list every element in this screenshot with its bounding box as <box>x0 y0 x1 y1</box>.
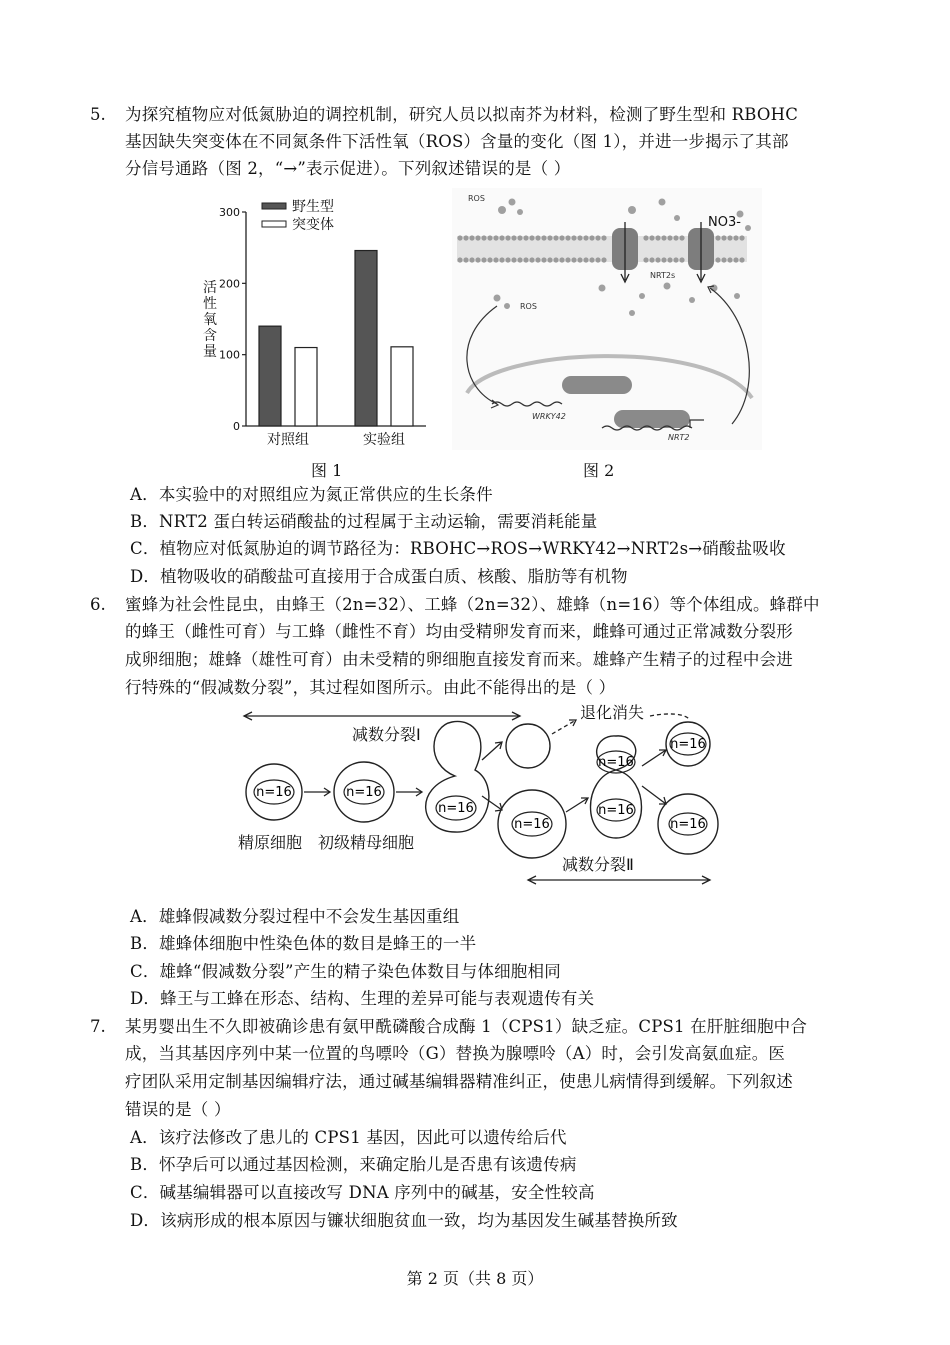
lipid-head <box>481 235 486 240</box>
lipid-head <box>715 257 720 262</box>
y-tick-label-100: 100 <box>219 348 240 362</box>
chart-y-ticks <box>219 206 246 433</box>
primary-spermatocyte-label: 初级精母细胞 <box>318 833 415 852</box>
degenerating-final-cell-label: n=16 <box>670 737 706 752</box>
question-5-option-d: D．植物吸收的硝酸盐可直接用于合成蛋白质、核酸、脂肪等有机物 <box>130 567 628 586</box>
lipid-head <box>739 235 744 240</box>
meiosis-1-label: 减数分裂Ⅰ <box>352 725 421 744</box>
lipid-head <box>649 235 654 240</box>
question-6-stem-line-2: 的蜂王（雌性可育）与工蜂（雌性不育）均由受精卵发育而来，雌蜂可通过正常减数分裂形 <box>125 622 793 641</box>
lipid-head <box>595 257 600 262</box>
y-label-char-1: 性 <box>203 296 217 312</box>
question-7-option-a: A．该疗法修改了患儿的 CPS1 基因，因此可以遗传给后代 <box>130 1128 567 1147</box>
lipid-head <box>529 257 534 262</box>
nrt2-gene-label: NRT2 <box>668 433 690 442</box>
lipid-head <box>517 235 522 240</box>
lipid-head <box>679 257 684 262</box>
ros-label-top: ROS <box>468 194 485 203</box>
x-tick-label-1: 实验组 <box>363 432 405 448</box>
lipid-head <box>553 235 558 240</box>
lipid-head <box>577 257 582 262</box>
figure-1-caption: 图 1 <box>311 461 343 480</box>
nrt2-protein <box>614 410 690 428</box>
lipid-head <box>535 235 540 240</box>
lipid-head <box>643 257 648 262</box>
lipid-head <box>553 257 558 262</box>
lipid-head <box>577 235 582 240</box>
y-label-char-0: 活 <box>203 280 217 296</box>
meiosis-2-label: 减数分裂Ⅱ <box>562 855 634 874</box>
lipid-head <box>733 235 738 240</box>
lipid-head <box>721 235 726 240</box>
y-label-char-3: 含 <box>203 328 217 344</box>
lipid-head <box>667 257 672 262</box>
bar-1-突变体 <box>391 347 413 426</box>
question-7-stem-line-2: 成，当其基因序列中某一位置的鸟嘌呤（G）替换为腺嘌呤（A）时，会引发高氨血症。医 <box>125 1044 786 1063</box>
lipid-head <box>457 235 462 240</box>
question-6-stem-line-4: 行特殊的“假减数分裂”，其过程如图所示。由此不能得出的是（ ） <box>125 678 616 697</box>
lipid-head <box>667 235 672 240</box>
sperm-cell-chromosome-label: n=16 <box>670 817 706 832</box>
lipid-head <box>487 257 492 262</box>
lipid-head <box>481 257 486 262</box>
legend-label-1: 突变体 <box>292 217 334 233</box>
wrky42-protein <box>562 376 632 394</box>
lipid-head <box>541 257 546 262</box>
lipid-head <box>565 235 570 240</box>
lipid-head <box>469 257 474 262</box>
chart-y-axis-label <box>203 280 217 360</box>
secondary-spermatocyte-chromosome-label: n=16 <box>514 817 550 832</box>
lipid-head <box>547 235 552 240</box>
chart-bars <box>259 251 413 426</box>
lipid-head <box>571 235 576 240</box>
lipid-head <box>673 235 678 240</box>
y-tick-label-300: 300 <box>219 206 240 219</box>
lipid-head <box>589 257 594 262</box>
lipid-head <box>583 257 588 262</box>
question-7-option-d: D．该病形成的根本原因与镰状细胞贫血一致，均为基因发生碱基替换所致 <box>130 1211 678 1230</box>
y-label-char-4: 量 <box>203 344 217 360</box>
lipid-head <box>715 235 720 240</box>
question-6-option-b: B．雄蜂体细胞中性染色体的数目是蜂王的一半 <box>130 934 477 953</box>
lipid-head <box>499 235 504 240</box>
lipid-head <box>565 257 570 262</box>
x-tick-label-0: 对照组 <box>267 432 309 448</box>
ros-label-middle: ROS <box>520 302 537 311</box>
page-footer: 第 2 页（共 8 页） <box>406 1269 544 1288</box>
lipid-head <box>733 257 738 262</box>
lipid-head <box>601 235 606 240</box>
dividing-secondary-lower-label: n=16 <box>598 803 634 818</box>
lipid-head <box>523 235 528 240</box>
lipid-head <box>727 235 732 240</box>
figure-2-caption: 图 2 <box>583 461 615 480</box>
lipid-head <box>571 257 576 262</box>
dividing-secondary-upper-label: n=16 <box>598 755 634 770</box>
lipid-head <box>547 257 552 262</box>
lipid-head <box>475 235 480 240</box>
legend-swatch-1 <box>262 221 286 227</box>
lipid-head <box>643 235 648 240</box>
question-7-number: 7. <box>90 1017 106 1036</box>
lipid-head <box>649 257 654 262</box>
question-5-option-c: C．植物应对低氮胁迫的调节路径为：RBOHC→ROS→WRKY42→NRT2s→硝酸盐吸收 <box>130 539 786 558</box>
question-6-option-a: A．雄蜂假减数分裂过程中不会发生基因重组 <box>130 907 460 926</box>
lipid-head <box>727 257 732 262</box>
question-5-stem-line-3: 分信号通路（图 2，“→”表示促进）。下列叙述错误的是（ ） <box>125 159 571 178</box>
y-tick-label-0: 0 <box>233 420 240 433</box>
dividing-spermatocyte-chromosome-label: n=16 <box>438 801 474 816</box>
y-label-char-2: 氧 <box>203 312 217 328</box>
lipid-head <box>517 257 522 262</box>
spermatogonium-chromosome-label: n=16 <box>256 785 292 800</box>
question-6-option-c: C．雄蜂“假减数分裂”产生的精子染色体数目与体细胞相同 <box>130 962 561 981</box>
legend-swatch-0 <box>262 203 286 209</box>
question-5-number: 5. <box>90 105 106 124</box>
question-6-stem-line-3: 成卵细胞；雄蜂（雄性可育）由未受精的卵细胞直接发育而来。雄蜂产生精子的过程中会进 <box>125 650 793 669</box>
primary-spermatocyte-chromosome-label: n=16 <box>346 785 382 800</box>
question-5-stem-line-1: 为探究植物应对低氮胁迫的调控机制，研究人员以拟南芥为材料，检测了野生型和 RBOHC <box>125 105 799 124</box>
lipid-head <box>655 235 660 240</box>
lipid-head <box>505 235 510 240</box>
lipid-head <box>655 257 660 262</box>
question-6-stem-line-1: 蜜蜂为社会性昆虫，由蜂王（2n=32）、工蜂（2n=32）、雄蜂（n=16）等个体组成。蜂群中 <box>125 595 820 614</box>
lipid-head <box>559 257 564 262</box>
lipid-head <box>739 257 744 262</box>
nrt2s-label: NRT2s <box>650 271 676 280</box>
lipid-head <box>463 235 468 240</box>
lipid-head <box>487 235 492 240</box>
lipid-head <box>511 235 516 240</box>
question-7-option-b: B．怀孕后可以通过基因检测，来确定胎儿是否患有该遗传病 <box>130 1155 577 1174</box>
lipid-head <box>673 257 678 262</box>
question-7-option-c: C．碱基编辑器可以直接改写 DNA 序列中的碱基，安全性较高 <box>130 1183 595 1202</box>
lipid-head <box>583 235 588 240</box>
lipid-head <box>463 257 468 262</box>
legend-label-0: 野生型 <box>292 199 334 215</box>
question-7-stem-line-3: 疗团队采用定制基因编辑疗法，通过碱基编辑器精准纠正，使患儿病情得到缓解。下列叙述 <box>125 1072 793 1091</box>
nitrate-label: NO3- <box>708 215 741 230</box>
lipid-head <box>475 257 480 262</box>
question-6-option-d: D．蜂王与工蜂在形态、结构、生理的差异可能与表观遗传有关 <box>130 989 595 1008</box>
lipid-head <box>679 235 684 240</box>
degenerating-small-cell <box>506 724 550 768</box>
lipid-head <box>469 235 474 240</box>
lipid-head <box>661 235 666 240</box>
pseudo-meiosis-diagram <box>230 698 730 894</box>
bar-1-野生型 <box>355 251 377 426</box>
spermatogonium-label: 精原细胞 <box>238 833 303 852</box>
lipid-head <box>661 257 666 262</box>
lipid-head <box>559 235 564 240</box>
lipid-head <box>523 257 528 262</box>
lipid-head <box>595 235 600 240</box>
question-5-stem-line-2: 基因缺失突变体在不同氮条件下活性氧（ROS）含量的变化（图 1），并进一步揭示了其部 <box>125 132 789 151</box>
lipid-head <box>601 257 606 262</box>
lipid-head <box>529 235 534 240</box>
bar-0-突变体 <box>295 348 317 426</box>
figure-1-bar-chart <box>190 192 440 462</box>
lipid-head <box>721 257 726 262</box>
chart-x-tick-labels <box>267 432 405 448</box>
figure-2-pathway-diagram <box>452 188 762 450</box>
question-5-option-a: A．本实验中的对照组应为氮正常供应的生长条件 <box>130 485 493 504</box>
question-5-option-b: B．NRT2 蛋白转运硝酸盐的过程属于主动运输，需要消耗能量 <box>130 512 598 531</box>
lipid-head <box>493 235 498 240</box>
lipid-head <box>589 235 594 240</box>
lipid-head <box>535 257 540 262</box>
wrky42-gene-label: WRKY42 <box>532 412 566 421</box>
lipid-head <box>457 257 462 262</box>
question-6-number: 6. <box>90 595 106 614</box>
lipid-head <box>541 235 546 240</box>
lipid-head <box>499 257 504 262</box>
question-7-stem-line-4: 错误的是（ ） <box>125 1100 231 1119</box>
bar-0-野生型 <box>259 326 281 426</box>
lipid-head <box>511 257 516 262</box>
y-tick-label-200: 200 <box>219 277 240 291</box>
degenerate-label: 退化消失 <box>580 703 645 722</box>
lipid-head <box>493 257 498 262</box>
lipid-head <box>505 257 510 262</box>
question-7-stem-line-1: 某男婴出生不久即被确诊患有氨甲酰磷酸合成酶 1（CPS1）缺乏症。CPS1 在肝脏细胞中合 <box>125 1017 808 1036</box>
chart-legend <box>262 198 334 233</box>
